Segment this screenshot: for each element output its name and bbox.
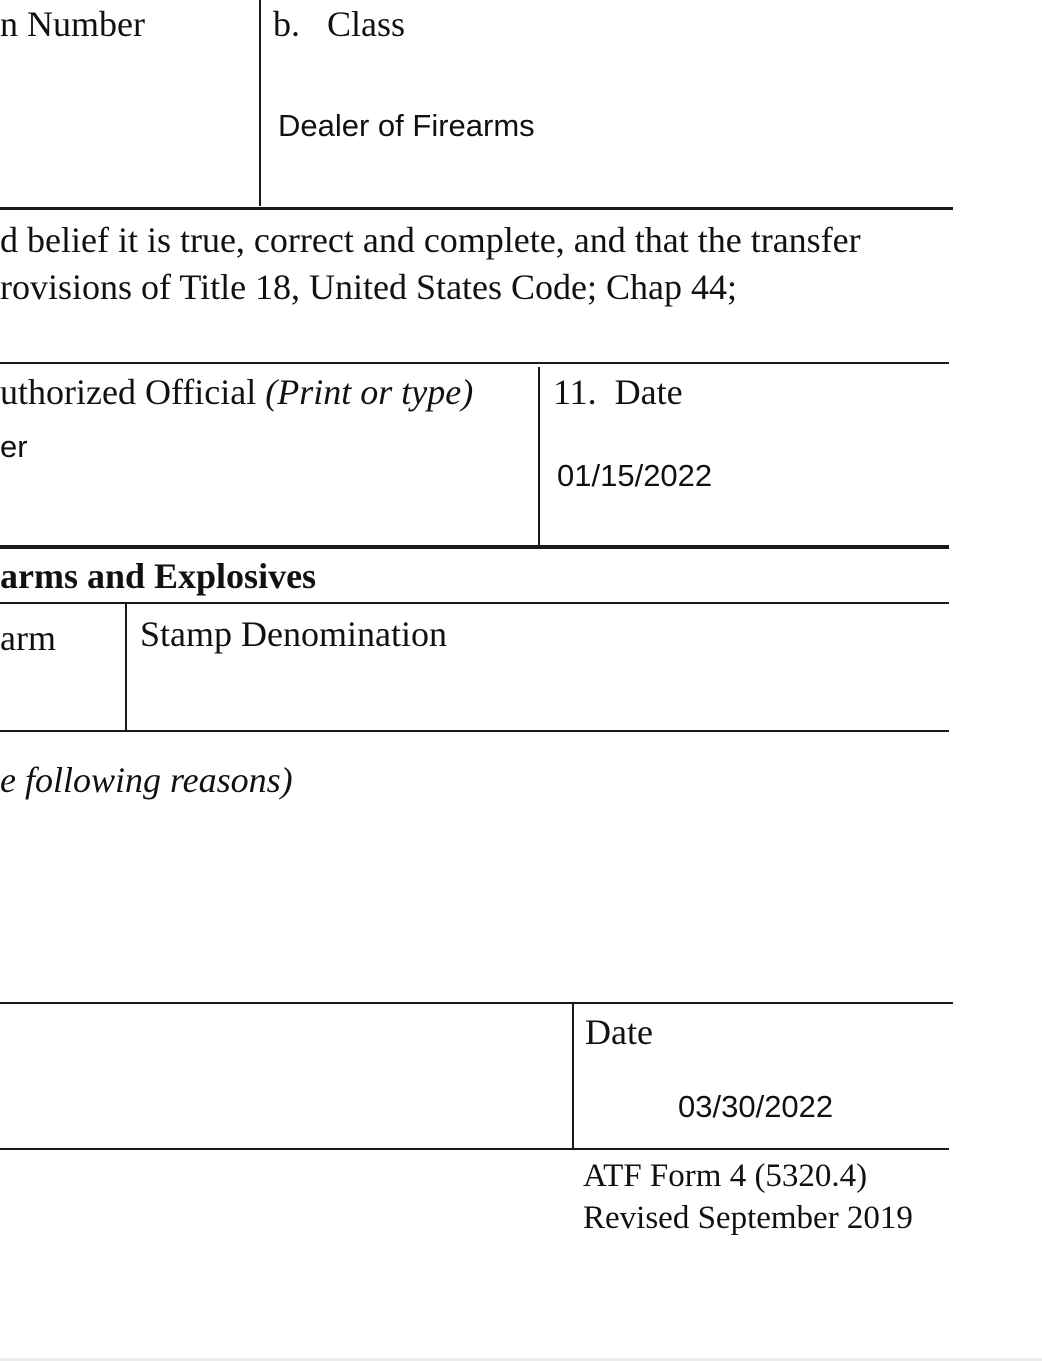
official-name-field[interactable]: er	[0, 429, 28, 464]
certification-bottom-rule	[0, 362, 949, 364]
form-identifier: ATF Form 4 (5320.4)	[583, 1158, 868, 1194]
stamp-denomination-label: Stamp Denomination	[140, 614, 447, 654]
certification-text-line-1: d belief it is true, correct and complete, and that the transfer	[0, 220, 861, 260]
official-name-label-hint: (Print or type)	[265, 372, 474, 412]
approval-bottom-rule	[0, 1148, 949, 1150]
class-label: b. Class	[273, 4, 406, 44]
stamp-section-bottom-rule	[0, 730, 949, 732]
class-value-field[interactable]: Dealer of Firearms	[278, 108, 535, 143]
license-divider-vertical	[259, 0, 261, 206]
license-number-label: n Number	[0, 4, 145, 44]
atf-section-heading: arms and Explosives	[0, 556, 317, 596]
approval-date-label: Date	[585, 1012, 653, 1052]
form-revision: Revised September 2019	[583, 1200, 913, 1236]
official-name-label-text: uthorized Official	[0, 372, 257, 412]
official-section-bottom-rule	[0, 545, 949, 549]
license-section-bottom-rule	[0, 207, 953, 210]
approval-signature-field[interactable]	[0, 1004, 572, 1148]
certification-text-line-2: rovisions of Title 18, United States Code; Chap 44;	[0, 267, 738, 307]
official-name-label	[0, 374, 473, 410]
approval-date-field[interactable]: 03/30/2022	[678, 1089, 834, 1124]
firearm-label: arm	[0, 618, 56, 658]
stamp-divider-vertical	[125, 604, 127, 732]
official-divider-vertical	[538, 367, 540, 546]
official-date-field[interactable]: 01/15/2022	[557, 458, 713, 493]
official-date-label: 11. Date	[553, 372, 683, 412]
reasons-field[interactable]	[0, 810, 949, 1000]
atf-heading-bottom-rule	[0, 602, 949, 604]
reasons-label: e following reasons)	[0, 760, 293, 800]
approval-divider-vertical	[572, 1004, 574, 1148]
